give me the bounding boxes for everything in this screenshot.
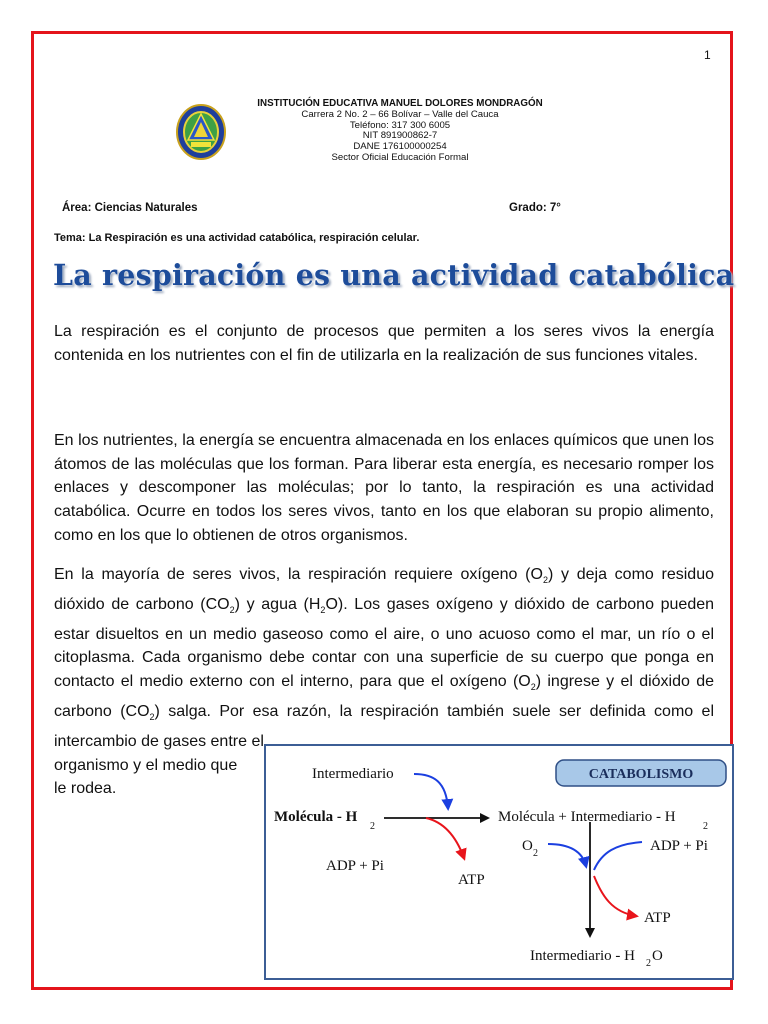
- molecule-h-sub: 2: [370, 821, 375, 832]
- subject-area: Área: Ciencias Naturales: [62, 202, 198, 214]
- school-crest-icon: [176, 104, 226, 160]
- intermediario-arrow: [414, 774, 448, 808]
- school-dane: DANE 176100000254: [353, 141, 447, 153]
- school-phone: Teléfono: 317 300 6005: [349, 119, 451, 131]
- institution-header: [240, 99, 560, 164]
- adp-right-arc: [594, 842, 642, 870]
- atp-right-arrow: [594, 876, 636, 916]
- molecule-h-label: Molécula - H: [274, 809, 358, 825]
- grade-level: Grado: 7°: [509, 202, 561, 214]
- school-sector: Sector Oficial Educación Formal: [331, 151, 469, 163]
- atp-left-label: ATP: [458, 872, 485, 888]
- final-product-o: O: [652, 948, 663, 964]
- paragraph-3-tail-a: organismo y el medio que: [54, 756, 238, 774]
- page-title: La respiración es una actividad catabólica: [53, 258, 735, 292]
- adp-left-label: ADP + Pi: [326, 858, 384, 874]
- school-name: INSTITUCIÓN EDUCATIVA MANUEL DOLORES MONDRAGÓN: [257, 98, 543, 109]
- paragraph-3: En la mayoría de seres vivos, la respiración requiere oxígeno $(O_2)$ y deja como residuo dióxido de carbono $(CO_2)$ y agua $(H_2O)$. Los gases oxígeno y dióxido de carbono pueden estar disueltos en un medio gaseoso como el aire, o uno acuoso como el mar, un río o el citoplasma. Cada organismo debe contar con una superficie de su cuerpo que ponga en contacto el medio externo con el interno, para que el oxígeno $(O_2)$ ingrese y el dióxido de carbono $(CO_2)$ salga. Por esa razón, la respiración también suele ser definida como el intercambio de gases entre el organismo y el medio que le rodea.: [54, 566, 715, 798]
- paragraph-3-tail-b: le rodea.: [54, 780, 117, 798]
- atp-left-arrow: [426, 818, 464, 858]
- catabolism-label: CATABOLISMO: [588, 767, 694, 782]
- catabolism-diagram: [264, 744, 734, 980]
- adp-right-label: ADP + Pi: [650, 838, 708, 854]
- o2-arrow: [548, 844, 586, 866]
- school-nit: NIT 891900862-7: [362, 130, 438, 142]
- product-sub: 2: [703, 821, 708, 832]
- final-product-label: Intermediario - H: [530, 948, 635, 964]
- paragraph-1: La respiración es el conjunto de procesos que permiten a los seres vivos la energía contenida en los nutrientes con el fin de utilizarla en la realización de sus funciones vitales.: [54, 323, 714, 364]
- final-product-sub: 2: [646, 958, 651, 969]
- paragraph-2: En los nutrientes, la energía se encuentra almacenada en los enlaces químicos que unen los átomos de las moléculas que los forman. Para liberar esta energía, es necesario romper los enlaces y descomponer las moléculas; por lo tanto, la respiración es una actividad catabólica. Ocurre en todos los seres vivos, tanto en los que elaboran su propio alimento, como en los que lo obtienen de otros organismos.: [54, 432, 714, 544]
- o2-sub: 2: [533, 848, 538, 859]
- intermediario-label: Intermediario: [312, 766, 394, 782]
- lesson-topic: Tema: La Respiración es una actividad catabólica, respiración celular.: [54, 232, 420, 244]
- o2-label: O: [522, 838, 533, 854]
- catabolism-diagram-svg: [266, 746, 732, 978]
- school-address: Carrera 2 No. 2 – 66 Bolívar – Valle del Cauca: [301, 108, 499, 120]
- atp-right-label: ATP: [644, 910, 671, 926]
- page-number: 1: [704, 48, 711, 62]
- product-label: Molécula + Intermediario - H: [498, 809, 676, 825]
